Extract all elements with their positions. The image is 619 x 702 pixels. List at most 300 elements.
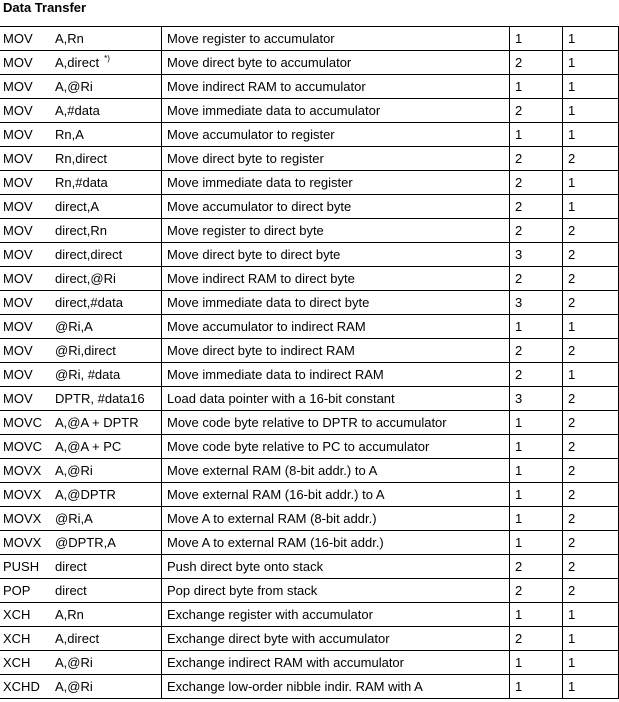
operand-text: DPTR, #data16 [55, 390, 145, 406]
bytes-cell [510, 267, 563, 291]
bytes-cell [510, 171, 563, 195]
mnemonic-cell [0, 99, 55, 123]
operand-text: direct,#data [55, 294, 123, 310]
description-text: Move immediate data to accumulator [167, 102, 381, 118]
cycles-cell [563, 411, 619, 435]
cycles-text: 1 [568, 366, 576, 382]
mnemonic-cell [0, 435, 55, 459]
instruction-table [0, 26, 619, 699]
description-cell [162, 411, 510, 435]
table-row [0, 243, 619, 267]
description-text: Move direct byte to direct byte [167, 246, 341, 262]
operand-text: A,Rn [55, 30, 84, 46]
mnemonic-text: MOVX [3, 510, 42, 526]
table-row [0, 267, 619, 291]
operand-cell [55, 459, 162, 483]
mnemonic-text: MOV [3, 246, 33, 262]
bytes-text: 2 [515, 558, 523, 574]
description-cell [162, 339, 510, 363]
description-text: Move direct byte to indirect RAM [167, 342, 355, 358]
cycles-cell [563, 531, 619, 555]
cycles-cell [563, 99, 619, 123]
description-text: Exchange low-order nibble indir. RAM with A [167, 678, 423, 694]
operand-text: A,@Ri [55, 462, 93, 478]
bytes-cell [510, 411, 563, 435]
bytes-cell [510, 123, 563, 147]
bytes-text: 1 [515, 534, 523, 550]
bytes-text: 1 [515, 78, 523, 94]
bytes-text: 2 [515, 366, 523, 382]
bytes-cell [510, 195, 563, 219]
bytes-cell [510, 627, 563, 651]
description-cell [162, 75, 510, 99]
description-text: Move immediate data to indirect RAM [167, 366, 384, 382]
mnemonic-cell [0, 579, 55, 603]
cycles-cell [563, 195, 619, 219]
bytes-cell [510, 99, 563, 123]
description-cell [162, 267, 510, 291]
cycles-text: 2 [568, 582, 576, 598]
mnemonic-cell [0, 27, 55, 51]
bytes-cell [510, 651, 563, 675]
cycles-text: 2 [568, 534, 576, 550]
bytes-text: 2 [515, 174, 523, 190]
table-row [0, 459, 619, 483]
bytes-cell [510, 387, 563, 411]
mnemonic-text: MOV [3, 318, 33, 334]
operand-text: @Ri,A [55, 510, 93, 526]
operand-cell [55, 411, 162, 435]
mnemonic-text: MOV [3, 150, 33, 166]
mnemonic-text: POP [3, 582, 31, 598]
description-cell [162, 387, 510, 411]
footnote-marker: *) [104, 53, 110, 63]
mnemonic-text: MOV [3, 270, 33, 286]
operand-text: direct [55, 558, 87, 574]
mnemonic-text: MOV [3, 342, 33, 358]
cycles-text: 1 [568, 174, 576, 190]
cycles-cell [563, 555, 619, 579]
cycles-text: 1 [568, 126, 576, 142]
bytes-text: 3 [515, 246, 523, 262]
description-text: Move accumulator to direct byte [167, 198, 352, 214]
description-cell [162, 51, 510, 75]
cycles-text: 2 [568, 510, 576, 526]
table-row [0, 603, 619, 627]
operand-text: A,@DPTR [55, 486, 116, 502]
table-row [0, 507, 619, 531]
operand-cell [55, 99, 162, 123]
description-text: Move register to direct byte [167, 222, 324, 238]
description-cell [162, 219, 510, 243]
operand-text: Rn,#data [55, 174, 108, 190]
cycles-cell [563, 339, 619, 363]
mnemonic-text: PUSH [3, 558, 40, 574]
operand-cell [55, 555, 162, 579]
cycles-text: 1 [568, 654, 576, 670]
mnemonic-text: MOV [3, 54, 33, 70]
operand-cell [55, 51, 162, 75]
table-row [0, 171, 619, 195]
mnemonic-text: MOV [3, 174, 33, 190]
description-cell [162, 123, 510, 147]
cycles-cell [563, 507, 619, 531]
description-cell [162, 627, 510, 651]
bytes-cell [510, 579, 563, 603]
bytes-cell [510, 339, 563, 363]
operand-cell [55, 243, 162, 267]
description-text: Load data pointer with a 16-bit constant [167, 390, 395, 406]
table-row [0, 675, 619, 699]
operand-cell [55, 387, 162, 411]
description-text: Pop direct byte from stack [167, 582, 318, 598]
mnemonic-text: MOV [3, 294, 33, 310]
operand-cell [55, 147, 162, 171]
cycles-text: 2 [568, 222, 576, 238]
operand-cell [55, 675, 162, 699]
bytes-text: 3 [515, 294, 523, 310]
cycles-cell [563, 627, 619, 651]
table-row [0, 291, 619, 315]
mnemonic-cell [0, 243, 55, 267]
mnemonic-text: MOV [3, 102, 33, 118]
cycles-text: 1 [568, 318, 576, 334]
description-text: Move code byte relative to DPTR to accumulator [167, 414, 447, 430]
operand-text: @DPTR,A [55, 534, 116, 550]
description-text: Move external RAM (8-bit addr.) to A [167, 462, 378, 478]
table-row [0, 99, 619, 123]
bytes-text: 1 [515, 318, 523, 334]
cycles-text: 2 [568, 246, 576, 262]
operand-cell [55, 291, 162, 315]
mnemonic-text: MOVX [3, 486, 42, 502]
bytes-text: 2 [515, 54, 523, 70]
operand-cell [55, 627, 162, 651]
mnemonic-text: MOV [3, 222, 33, 238]
bytes-cell [510, 435, 563, 459]
mnemonic-cell [0, 387, 55, 411]
table-row [0, 147, 619, 171]
mnemonic-text: XCH [3, 606, 31, 622]
operand-text: A,@Ri [55, 678, 93, 694]
description-text: Move code byte relative to PC to accumulator [167, 438, 430, 454]
bytes-text: 1 [515, 678, 523, 694]
cycles-cell [563, 651, 619, 675]
operand-text: direct,Rn [55, 222, 108, 238]
description-cell [162, 363, 510, 387]
operand-cell [55, 75, 162, 99]
mnemonic-cell [0, 195, 55, 219]
description-cell [162, 171, 510, 195]
cycles-cell [563, 219, 619, 243]
cycles-cell [563, 579, 619, 603]
description-text: Move external RAM (16-bit addr.) to A [167, 486, 385, 502]
mnemonic-cell [0, 315, 55, 339]
cycles-text: 2 [568, 486, 576, 502]
operand-text: Rn,direct [55, 150, 108, 166]
mnemonic-cell [0, 411, 55, 435]
description-cell [162, 99, 510, 123]
mnemonic-text: MOVX [3, 534, 42, 550]
description-cell [162, 315, 510, 339]
mnemonic-cell [0, 651, 55, 675]
mnemonic-cell [0, 51, 55, 75]
bytes-cell [510, 51, 563, 75]
bytes-cell [510, 603, 563, 627]
description-cell [162, 435, 510, 459]
description-cell [162, 507, 510, 531]
cycles-text: 2 [568, 270, 576, 286]
mnemonic-cell [0, 219, 55, 243]
description-cell [162, 603, 510, 627]
bytes-text: 1 [515, 510, 523, 526]
operand-text: direct,@Ri [55, 270, 116, 286]
cycles-text: 1 [568, 630, 576, 646]
mnemonic-text: MOV [3, 366, 33, 382]
description-cell [162, 651, 510, 675]
bytes-cell [510, 675, 563, 699]
operand-cell [55, 123, 162, 147]
cycles-text: 2 [568, 294, 576, 310]
mnemonic-cell [0, 627, 55, 651]
operand-text: direct [55, 582, 87, 598]
mnemonic-cell [0, 147, 55, 171]
cycles-cell [563, 363, 619, 387]
bytes-text: 1 [515, 126, 523, 142]
operand-text: A,direct [55, 54, 100, 70]
operand-cell [55, 603, 162, 627]
cycles-text: 2 [568, 462, 576, 478]
bytes-cell [510, 555, 563, 579]
operand-cell [55, 531, 162, 555]
cycles-cell [563, 483, 619, 507]
operand-text: @Ri, #data [55, 366, 121, 382]
table-row [0, 315, 619, 339]
description-cell [162, 147, 510, 171]
mnemonic-cell [0, 75, 55, 99]
bytes-cell [510, 147, 563, 171]
bytes-text: 1 [515, 486, 523, 502]
bytes-text: 2 [515, 270, 523, 286]
description-text: Exchange register with accumulator [167, 606, 373, 622]
bytes-text: 1 [515, 462, 523, 478]
table-row [0, 27, 619, 51]
cycles-cell [563, 435, 619, 459]
mnemonic-text: MOVC [3, 438, 42, 454]
description-text: Move accumulator to indirect RAM [167, 318, 366, 334]
operand-cell [55, 339, 162, 363]
table-row [0, 531, 619, 555]
cycles-cell [563, 243, 619, 267]
cycles-cell [563, 27, 619, 51]
bytes-text: 2 [515, 102, 523, 118]
mnemonic-text: MOV [3, 30, 33, 46]
mnemonic-cell [0, 291, 55, 315]
cycles-text: 1 [568, 198, 576, 214]
bytes-cell [510, 75, 563, 99]
mnemonic-cell [0, 123, 55, 147]
table-row [0, 627, 619, 651]
cycles-cell [563, 603, 619, 627]
table-row [0, 75, 619, 99]
description-text: Move direct byte to accumulator [167, 54, 352, 70]
description-text: Move accumulator to register [167, 126, 335, 142]
cycles-cell [563, 315, 619, 339]
mnemonic-cell [0, 531, 55, 555]
operand-text: direct,direct [55, 246, 123, 262]
mnemonic-cell [0, 603, 55, 627]
table-row [0, 219, 619, 243]
operand-text: A,@A + DPTR [55, 414, 139, 430]
table-row [0, 363, 619, 387]
description-cell [162, 291, 510, 315]
description-text: Move indirect RAM to direct byte [167, 270, 355, 286]
cycles-text: 2 [568, 414, 576, 430]
cycles-text: 2 [568, 342, 576, 358]
operand-text: @Ri,A [55, 318, 93, 334]
bytes-text: 2 [515, 222, 523, 238]
cycles-text: 1 [568, 102, 576, 118]
operand-cell [55, 651, 162, 675]
table-row [0, 555, 619, 579]
cycles-text: 1 [568, 78, 576, 94]
description-text: Move immediate data to direct byte [167, 294, 370, 310]
cycles-text: 1 [568, 606, 576, 622]
bytes-cell [510, 483, 563, 507]
mnemonic-text: MOV [3, 126, 33, 142]
operand-cell [55, 315, 162, 339]
bytes-text: 1 [515, 438, 523, 454]
table-row [0, 435, 619, 459]
bytes-text: 1 [515, 606, 523, 622]
cycles-cell [563, 147, 619, 171]
cycles-cell [563, 267, 619, 291]
bytes-text: 2 [515, 342, 523, 358]
operand-cell [55, 267, 162, 291]
bytes-cell [510, 507, 563, 531]
operand-cell [55, 219, 162, 243]
description-text: Move direct byte to register [167, 150, 324, 166]
operand-cell [55, 483, 162, 507]
bytes-text: 1 [515, 30, 523, 46]
mnemonic-cell [0, 459, 55, 483]
table-row [0, 411, 619, 435]
bytes-cell [510, 363, 563, 387]
description-text: Move immediate data to register [167, 174, 353, 190]
bytes-cell [510, 27, 563, 51]
description-cell [162, 555, 510, 579]
operand-text: @Ri,direct [55, 342, 116, 358]
operand-text: A,@A + PC [55, 438, 122, 454]
cycles-text: 2 [568, 150, 576, 166]
operand-cell [55, 195, 162, 219]
bytes-text: 2 [515, 150, 523, 166]
description-text: Move A to external RAM (8-bit addr.) [167, 510, 377, 526]
cycles-text: 1 [568, 54, 576, 70]
operand-text: direct,A [55, 198, 100, 214]
mnemonic-cell [0, 339, 55, 363]
bytes-text: 1 [515, 414, 523, 430]
description-cell [162, 459, 510, 483]
mnemonic-cell [0, 363, 55, 387]
description-text: Move A to external RAM (16-bit addr.) [167, 534, 384, 550]
bytes-text: 1 [515, 654, 523, 670]
description-text: Exchange indirect RAM with accumulator [167, 654, 404, 670]
operand-cell [55, 435, 162, 459]
bytes-cell [510, 315, 563, 339]
bytes-text: 2 [515, 630, 523, 646]
bytes-text: 2 [515, 198, 523, 214]
description-text: Push direct byte onto stack [167, 558, 324, 574]
mnemonic-text: MOVC [3, 414, 42, 430]
operand-text: Rn,A [55, 126, 84, 142]
bytes-cell [510, 291, 563, 315]
cycles-cell [563, 75, 619, 99]
mnemonic-text: MOVX [3, 462, 42, 478]
cycles-text: 1 [568, 30, 576, 46]
section-title: Data Transfer [3, 0, 87, 15]
cycles-cell [563, 459, 619, 483]
bytes-cell [510, 243, 563, 267]
description-cell [162, 675, 510, 699]
cycles-cell [563, 387, 619, 411]
table-row [0, 195, 619, 219]
description-cell [162, 579, 510, 603]
table-row [0, 387, 619, 411]
description-cell [162, 531, 510, 555]
mnemonic-text: MOV [3, 390, 33, 406]
instruction-table-body [0, 27, 619, 699]
operand-cell [55, 171, 162, 195]
operand-cell [55, 27, 162, 51]
cycles-cell [563, 51, 619, 75]
description-text: Move indirect RAM to accumulator [167, 78, 366, 94]
table-row [0, 483, 619, 507]
mnemonic-text: MOV [3, 198, 33, 214]
cycles-cell [563, 291, 619, 315]
operand-text: A,#data [55, 102, 100, 118]
operand-cell [55, 507, 162, 531]
mnemonic-cell [0, 267, 55, 291]
mnemonic-cell [0, 507, 55, 531]
description-cell [162, 27, 510, 51]
mnemonic-text: XCH [3, 630, 31, 646]
mnemonic-cell [0, 675, 55, 699]
cycles-cell [563, 123, 619, 147]
operand-text: A,direct [55, 630, 100, 646]
table-row [0, 339, 619, 363]
cycles-text: 1 [568, 678, 576, 694]
operand-text: A,@Ri [55, 78, 93, 94]
cycles-text: 2 [568, 390, 576, 406]
bytes-text: 3 [515, 390, 523, 406]
table-row [0, 651, 619, 675]
table-row [0, 123, 619, 147]
bytes-text: 2 [515, 582, 523, 598]
description-cell [162, 483, 510, 507]
bytes-cell [510, 219, 563, 243]
operand-cell [55, 363, 162, 387]
mnemonic-text: XCH [3, 654, 31, 670]
operand-cell [55, 579, 162, 603]
mnemonic-cell [0, 555, 55, 579]
mnemonic-text: MOV [3, 78, 33, 94]
description-text: Move register to accumulator [167, 30, 335, 46]
mnemonic-cell [0, 483, 55, 507]
cycles-text: 2 [568, 558, 576, 574]
description-text: Exchange direct byte with accumulator [167, 630, 390, 646]
table-row [0, 51, 619, 75]
